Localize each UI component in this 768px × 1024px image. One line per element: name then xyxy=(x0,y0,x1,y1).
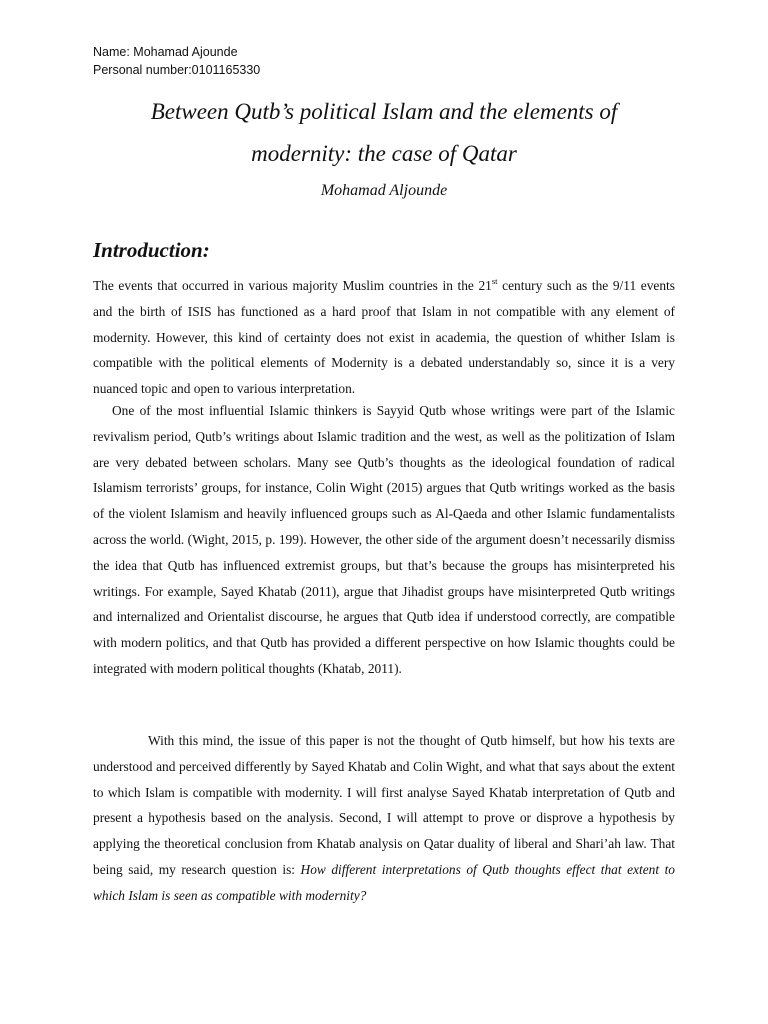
intro-paragraph-2: One of the most influential Islamic thinkers is Sayyid Qutb whose writings were part of the Islamic revivalism period, Qutb’s writings about Islamic tradition and the west, as well as the politization of Islam are very debated between scholars. Many see Qutb’s thoughts as the ideological foundation of radical Islamism terrorists’ groups, for instance, Colin Wight (2015) argues that Qutb writings worked as the basis of the violent Islamism and heavily influenced groups such as Al-Qaeda and other Islamic fundamentalists across the world. (Wight, 2015, p. 199). However, the other side of the argument doesn’t necessarily dismiss the idea that Qutb has influenced extremist groups, but that’s because the groups has misinterpreted his writings. For example, Sayed Khatab (2011), argue that Jihadist groups have misinterpreted Qutb writings and internalized and Orientalist discourse, he argues that Qutb idea if understood correctly, are compatible with modern politics, and that Qutb has provided a different perspective on how Islamic thoughts could be integrated with modern political thoughts (Khatab, 2011). xyxy=(93,403,675,676)
section-heading: Introduction: xyxy=(93,238,210,262)
author-name: Mohamad Aljounde xyxy=(320,182,448,199)
paragraph-3-text: With this mind, the issue of this paper is not the thought of Qutb himself, but how his texts are understood and perceived differently by Sayed Khatab and Colin Wight, and what that says about the extent to which Islam is compatible with modernity. I will first analyse Sayed Khatab interpretation of Qutb and present a hypothesis based on the analysis. Second, I will attempt to prove or disprove a hypothesis by applying the theoretical conclusion from Khatab analysis on Qatar duality of liberal and Shari’ah law. That being said, my research question is: xyxy=(93,733,675,877)
paper-title-line-2: modernity: the case of Qatar xyxy=(251,141,517,166)
paragraph-1-text-end: century such as the 9/11 events and the birth of ISIS has functioned as a hard proof that Islam in not compatible with any element of modernity. However, this kind of certainty does not exist in academia, the question of whither Islam is compatible with the political elements of Modernity is a debated understandably so, since it is a very nuanced topic and open to various interpretation. xyxy=(93,278,675,397)
paper-title-line-1: Between Qutb’s political Islam and the elements of xyxy=(150,99,618,124)
intro-paragraph-1 xyxy=(93,273,675,402)
personal-number-line: Personal number:0101165330 xyxy=(93,63,261,77)
intro-paragraph-3 xyxy=(93,728,675,909)
student-name-line: Name: Mohamad Ajounde xyxy=(93,45,238,59)
superscript-st: st xyxy=(491,276,498,286)
research-question: How different interpretations of Qutb thoughts effect that extent to which Islam is seen as compatible with modernity? xyxy=(93,861,675,903)
paragraph-1-text-start: The events that occurred in various majority Muslim countries in the 21 xyxy=(93,278,492,293)
